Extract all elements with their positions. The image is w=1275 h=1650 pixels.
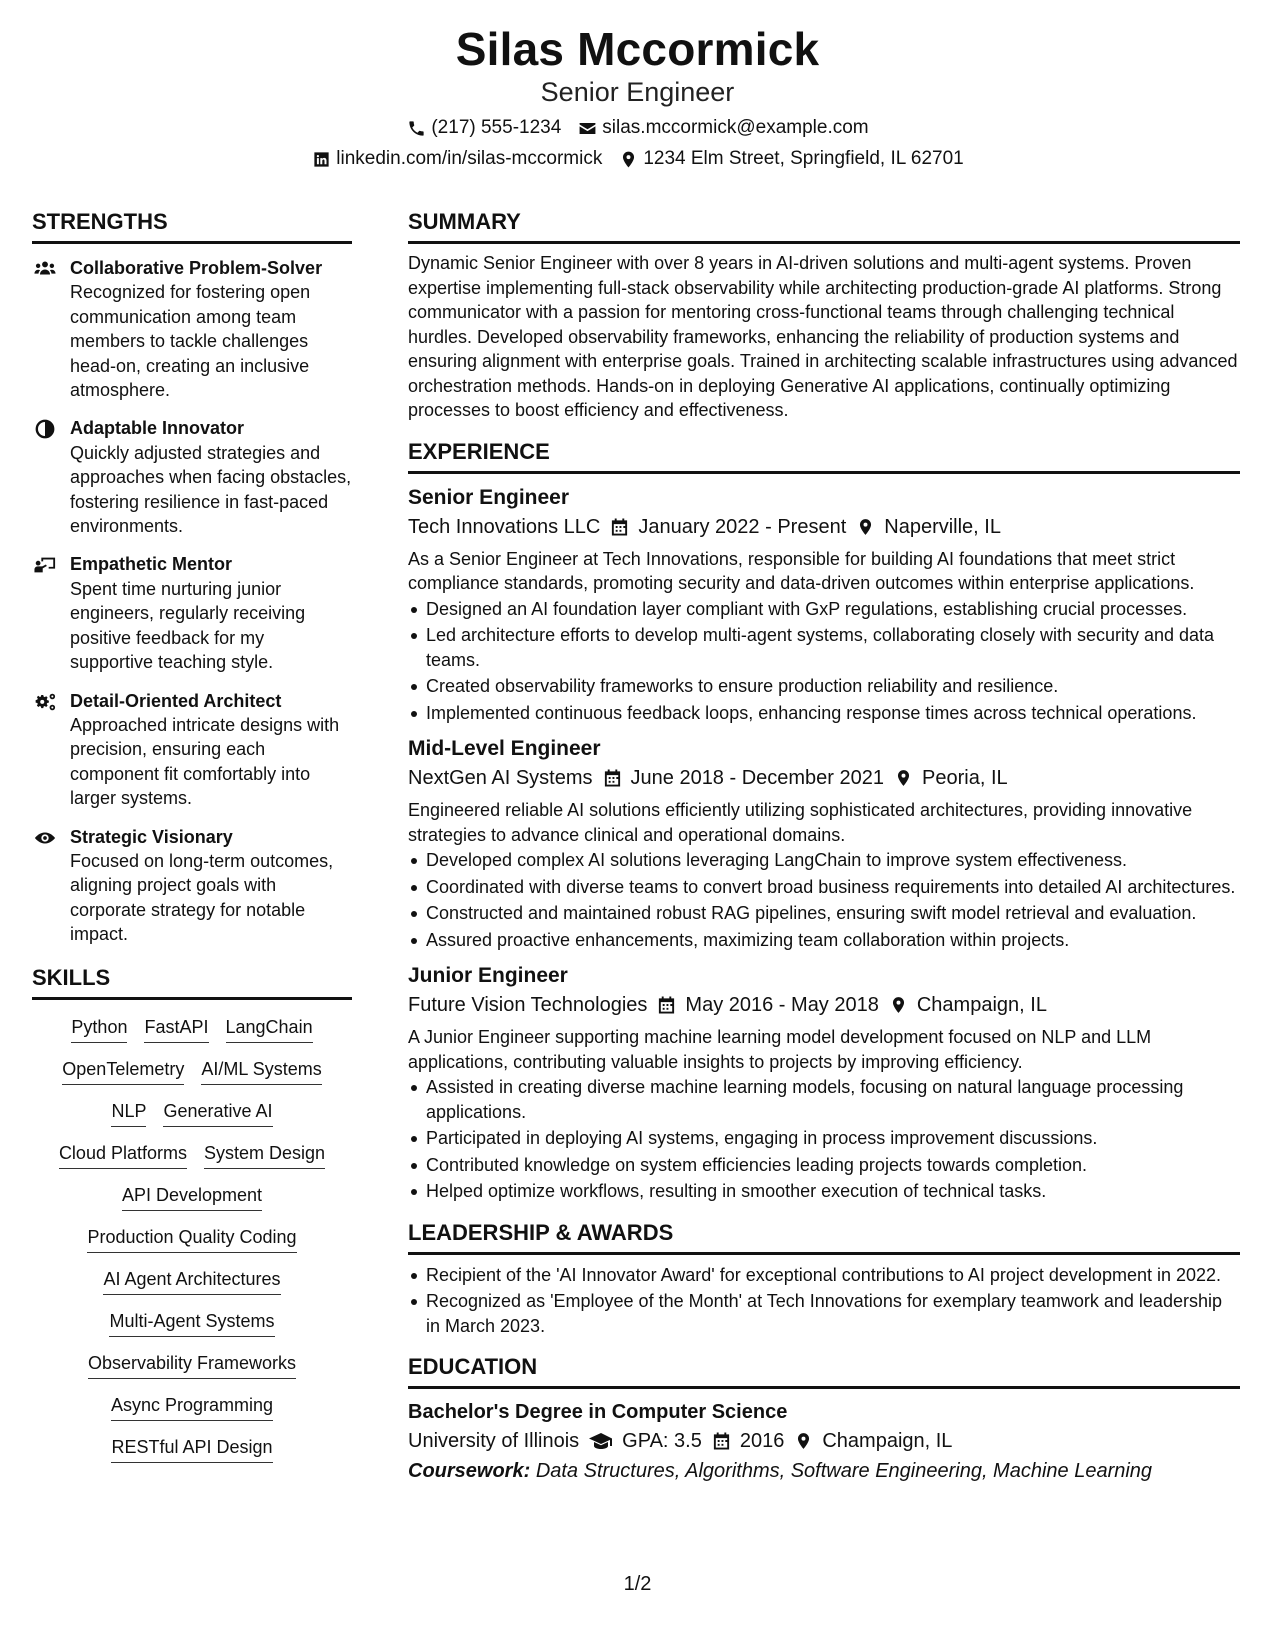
job-title: Mid-Level Engineer — [408, 737, 601, 760]
phone-contact — [406, 116, 561, 140]
school-name: University of Illinois — [408, 1430, 580, 1452]
job-bullets — [408, 597, 1240, 726]
job-location: Champaign, IL — [916, 994, 1047, 1016]
address-contact — [618, 147, 963, 171]
strength-text: Spent time nurturing junior engineers, regularly receiving positive feedback for my supportive teaching style. — [70, 578, 306, 673]
users-icon — [32, 256, 58, 402]
summary-heading: SUMMARY — [408, 209, 1240, 244]
strength-title: Strategic Visionary — [70, 826, 233, 847]
cogs-icon — [32, 689, 58, 811]
map-pin-icon — [856, 517, 875, 537]
job-company: Tech Innovations LLC — [408, 515, 601, 538]
strength-title: Collaborative Problem-Solver — [70, 258, 323, 278]
skill-tag: Observability Frameworks — [88, 1350, 296, 1379]
graduation-cap-icon — [589, 1431, 613, 1451]
map-pin-icon — [894, 768, 913, 788]
degree-title: Bachelor's Degree in Computer Science — [408, 1401, 788, 1423]
education-heading: EDUCATION — [408, 1354, 1240, 1389]
strength-text: Recognized for fostering open communication among team members to tackle challenges head-on, creating an inclusive atmosphere. — [70, 282, 311, 401]
summary-text: Dynamic Senior Engineer with over 8 years in AI-driven solutions and multi-agent systems. Proven expertise implementing full-stack observability while architecting production-grade AI platforms. Strong communicator with a passion for mentoring cross-functional teams through challenging technical hurdles. Developed observability frameworks, enhancing the reliability of production systems and ensuring alignment with enterprise goals. Trained in architecting scalable infrastructures using advanced orchestration methods. Hands-on in deploying Generative AI applications, continually optimizing processes to boost efficiency and effectiveness. — [408, 253, 1238, 420]
job-dates: May 2016 - May 2018 — [685, 994, 879, 1016]
strengths-list — [32, 256, 352, 947]
coursework-text: Data Structures, Algorithms, Software Engineering, Machine Learning — [535, 1460, 1153, 1482]
skill-tag: API Development — [122, 1182, 262, 1211]
calendar-icon — [712, 1431, 731, 1451]
map-pin-icon — [618, 149, 638, 169]
bullet-item: Created observability frameworks to ensure production reliability and resilience. — [408, 674, 1240, 699]
candidate-role: Senior Engineer — [540, 77, 735, 107]
leadership-section — [408, 1220, 1240, 1339]
skill-tag: Production Quality Coding — [87, 1224, 296, 1253]
strength-title: Empathetic Mentor — [70, 554, 233, 575]
graduation-year: 2016 — [739, 1430, 785, 1452]
phone-icon — [406, 118, 426, 138]
strength-title: Detail-Oriented Architect — [70, 690, 282, 711]
phone-text: (217) 555-1234 — [431, 117, 562, 138]
leadership-heading: LEADERSHIP & AWARDS — [408, 1220, 1240, 1255]
coursework-label: Coursework: — [408, 1460, 531, 1482]
strength-item — [32, 416, 352, 538]
linkedin-contact[interactable] — [311, 147, 602, 171]
linkedin-text[interactable]: linkedin.com/in/silas-mccormick — [336, 148, 603, 169]
email-contact[interactable] — [577, 116, 868, 140]
bullet-item: Led architecture efforts to develop multi-agent systems, collaborating closely with security and data teams. — [408, 623, 1240, 672]
page-number: 1/2 — [623, 1573, 652, 1595]
skill-tag: LangChain — [226, 1014, 313, 1043]
bullet-item: Recognized as 'Employee of the Month' at Tech Innovations for exemplary teamwork and leadership in March 2023. — [408, 1289, 1240, 1338]
bullet-item: Implemented continuous feedback loops, enhancing response times across technical operations. — [408, 701, 1240, 726]
education-meta — [408, 1427, 1240, 1455]
coursework — [408, 1457, 1240, 1485]
calendar-icon — [657, 995, 676, 1015]
strength-item — [32, 256, 352, 402]
skill-tag: RESTful API Design — [111, 1434, 272, 1463]
strength-item — [32, 552, 352, 674]
skill-tag: Generative AI — [163, 1098, 272, 1127]
strength-title: Adaptable Innovator — [70, 418, 245, 439]
resume-header — [0, 22, 1275, 171]
skill-tag: Cloud Platforms — [59, 1140, 187, 1169]
leadership-bullets — [408, 1263, 1240, 1339]
job-location: Peoria, IL — [922, 767, 1008, 789]
job-meta — [408, 991, 1240, 1019]
map-pin-icon — [794, 1431, 813, 1451]
eye-icon — [32, 825, 58, 947]
skill-tag: FastAPI — [144, 1014, 208, 1043]
job-company: NextGen AI Systems — [408, 767, 593, 789]
bullet-item: Designed an AI foundation layer compliant with GxP regulations, establishing crucial processes. — [408, 597, 1240, 622]
bullet-item: Coordinated with diverse teams to convert broad business requirements into detailed AI architectures. — [408, 875, 1240, 900]
job-company: Future Vision Technologies — [408, 994, 648, 1016]
bullet-item: Helped optimize workflows, resulting in smoother execution of technical tasks. — [408, 1179, 1240, 1204]
envelope-icon — [577, 118, 597, 138]
job-entry — [408, 962, 1240, 1204]
skill-tag: Python — [71, 1014, 127, 1043]
contact-row-1 — [0, 116, 1275, 140]
education-section — [408, 1354, 1240, 1485]
skill-tag: AI Agent Architectures — [103, 1266, 280, 1295]
bullet-item: Developed complex AI solutions leveraging LangChain to improve system effectiveness. — [408, 848, 1240, 873]
job-title: Junior Engineer — [408, 964, 568, 987]
job-description: A Junior Engineer supporting machine learning model development focused on NLP and LLM applications, contributing valuable insights to projects by improving efficiency. — [408, 1027, 1152, 1072]
job-bullets — [408, 1075, 1240, 1204]
bullet-item: Constructed and maintained robust RAG pipelines, ensuring swift model retrieval and evaluation. — [408, 901, 1240, 926]
bullet-item: Contributed knowledge on system efficiencies leading projects towards completion. — [408, 1153, 1240, 1178]
experience-heading: EXPERIENCE — [408, 439, 1240, 474]
calendar-icon — [603, 768, 622, 788]
strength-item — [32, 825, 352, 947]
strength-text: Approached intricate designs with precision, ensuring each component fit comfortably into larger systems. — [70, 714, 340, 809]
bullet-item: Recipient of the 'AI Innovator Award' for exceptional contributions to AI project development in 2022. — [408, 1263, 1240, 1288]
skill-tag: NLP — [111, 1098, 146, 1127]
linkedin-icon — [311, 149, 331, 169]
left-column — [32, 209, 352, 1463]
job-entry — [408, 484, 1240, 726]
school-location: Champaign, IL — [822, 1430, 953, 1452]
right-column — [408, 209, 1240, 1485]
strength-text: Quickly adjusted strategies and approaches when facing obstacles, fostering resilience in fast-paced environments. — [70, 442, 352, 537]
experience-section — [408, 439, 1240, 1204]
skills-list — [32, 1014, 352, 1463]
job-dates: June 2018 - December 2021 — [630, 767, 885, 789]
skill-tag: AI/ML Systems — [201, 1056, 321, 1085]
skills-heading: SKILLS — [32, 965, 352, 1000]
gpa-text: GPA: 3.5 — [622, 1430, 702, 1452]
job-location: Naperville, IL — [884, 515, 1001, 538]
job-description: Engineered reliable AI solutions efficiently utilizing sophisticated architectures, providing innovative strategies to advance clinical and operational domains. — [408, 800, 1193, 845]
address-text: 1234 Elm Street, Springfield, IL 62701 — [643, 148, 964, 169]
job-entry — [408, 735, 1240, 952]
job-meta — [408, 764, 1240, 792]
email-text[interactable]: silas.mccormick@example.com — [602, 117, 869, 138]
strengths-heading: STRENGTHS — [32, 209, 352, 244]
skill-tag: Async Programming — [111, 1392, 273, 1421]
calendar-icon — [610, 517, 629, 537]
contact-row-2 — [0, 147, 1275, 171]
job-dates: January 2022 - Present — [638, 515, 847, 538]
teacher-icon — [32, 552, 58, 674]
job-bullets — [408, 848, 1240, 952]
bullet-item: Assured proactive enhancements, maximizing team collaboration within projects. — [408, 928, 1240, 953]
strength-text: Focused on long-term outcomes, aligning project goals with corporate strategy for notable impact. — [70, 850, 334, 945]
bullet-item: Assisted in creating diverse machine learning models, focusing on natural language processing applications. — [408, 1075, 1240, 1124]
job-meta — [408, 513, 1240, 541]
bullet-item: Participated in deploying AI systems, engaging in process improvement discussions. — [408, 1126, 1240, 1151]
skill-tag: Multi-Agent Systems — [109, 1308, 274, 1337]
skill-tag: OpenTelemetry — [62, 1056, 184, 1085]
job-description: As a Senior Engineer at Tech Innovations, responsible for building AI foundations that meet strict compliance standards, promoting security and data-driven outcomes within enterprise applications. — [408, 548, 1195, 593]
candidate-name: Silas Mccormick — [455, 23, 820, 75]
adjust-icon — [32, 416, 58, 538]
job-title: Senior Engineer — [408, 485, 570, 509]
skill-tag: System Design — [204, 1140, 325, 1169]
strength-item — [32, 689, 352, 811]
map-pin-icon — [889, 995, 908, 1015]
